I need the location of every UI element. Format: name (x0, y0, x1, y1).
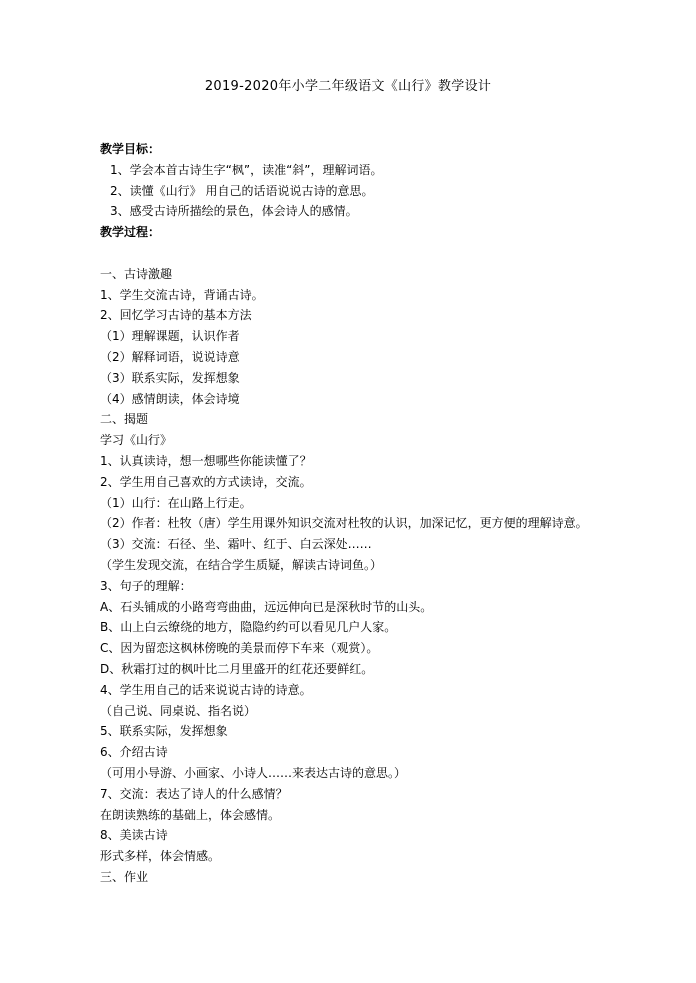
process-line: （2）解释词语，说说诗意 (100, 349, 240, 364)
process-line: 1、认真读诗，想一想哪些你能读懂了？ (100, 453, 312, 468)
process-line: C、因为留恋这枫林傍晚的美景而停下车来（观赏）。 (100, 641, 379, 656)
section-heading: 一、古诗激趣 (100, 266, 173, 281)
process-line: （2）作者：杜牧（唐）学生用课外知识交流对杜牧的认识，加深记忆，更方便的理解诗意。 (100, 516, 588, 531)
process-line: （1）理解课题，认识作者 (100, 329, 240, 344)
process-line: D、秋霜打过的枫叶比二月里盛开的红花还要鲜红。 (100, 661, 374, 676)
document-title: 2019-2020年小学二年级语文《山行》教学设计 (204, 79, 492, 94)
process-line: （4）感情朗读，体会诗境 (100, 391, 240, 406)
process-line: （3）交流：石径、坐、霜叶、红于、白云深处…… (100, 537, 372, 552)
process-line: B、山上白云缭绕的地方，隐隐约约可以看见几户人家。 (100, 620, 397, 635)
process-line: A、石头铺成的小路弯弯曲曲，远远伸向已是深秋时节的山头。 (100, 599, 433, 614)
goal-item: 2、读懂《山行》 用自己的话语说说古诗的意思。 (110, 183, 374, 198)
process-line: （3）联系实际，发挥想象 (100, 370, 240, 385)
goal-item: 3、感受古诗所描绘的景色，体会诗人的感情。 (110, 204, 358, 219)
process-line: 1、学生交流古诗，背诵古诗。 (100, 287, 264, 302)
section-heading: 三、作业 (100, 869, 149, 884)
process-line: （可用小导游、小画家、小诗人……来表达古诗的意思。） (100, 765, 407, 780)
process-heading: 教学过程： (100, 225, 161, 240)
goal-item: 1、学会本首古诗生字“枫”，读准“斜”，理解词语。 (110, 162, 383, 177)
process-line: 6、介绍古诗 (100, 745, 168, 760)
process-line: 8、美读古诗 (100, 828, 168, 843)
section-heading: 二、揭题 (100, 412, 149, 427)
process-line: （自己说、同桌说、指名说） (100, 703, 257, 718)
process-line: 2、回忆学习古诗的基本方法 (100, 308, 252, 323)
process-line: 形式多样，体会情感。 (100, 849, 221, 864)
process-line: 学习《山行》 (100, 433, 173, 448)
goals-heading: 教学目标： (100, 142, 161, 156)
process-line: 5、联系实际，发挥想象 (100, 724, 228, 739)
process-line: 7、交流：表达了诗人的什么感情？ (100, 786, 288, 801)
process-line: 3、句子的理解： (100, 578, 192, 593)
blank-line (100, 243, 660, 264)
process-line: （1）山行：在山路上行走。 (100, 495, 252, 510)
process-line: 在朗读熟练的基础上，体会感情。 (100, 807, 281, 822)
process-line: 4、学生用自己的话来说说古诗的诗意。 (100, 682, 312, 697)
process-line: 2、学生用自己喜欢的方式读诗，交流。 (100, 474, 312, 489)
document-body (100, 139, 660, 888)
process-line: （学生发现交流，在结合学生质疑，解读古诗词鱼。） (100, 557, 383, 572)
